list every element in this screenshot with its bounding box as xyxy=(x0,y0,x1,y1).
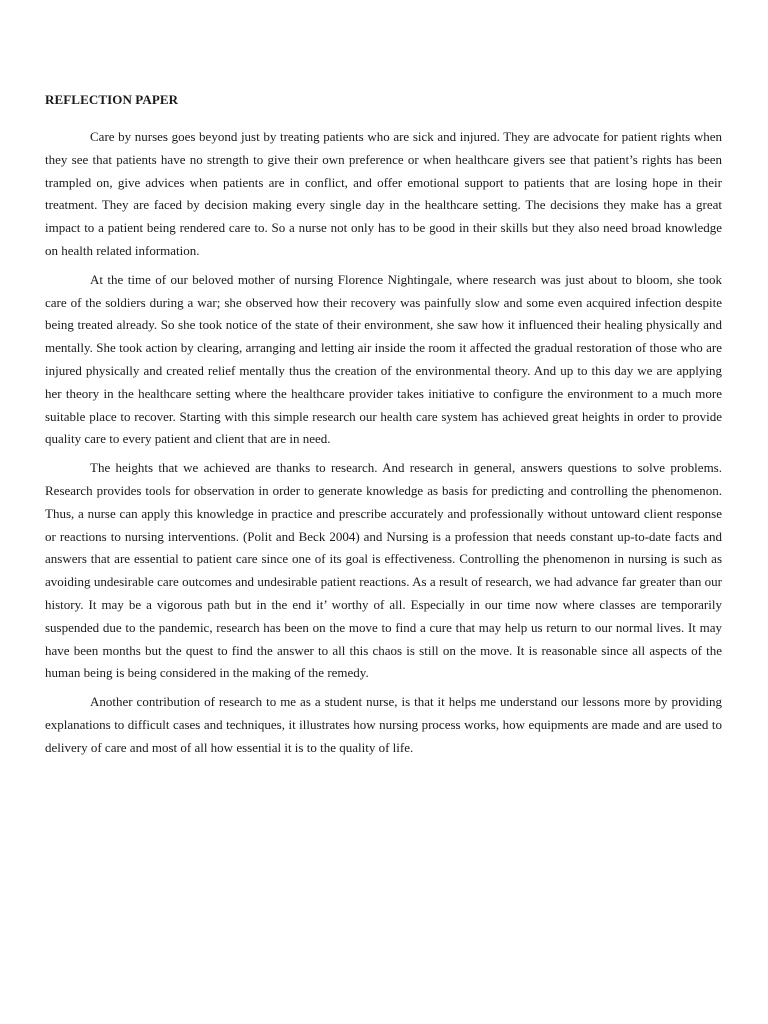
document-page xyxy=(45,88,722,766)
paragraph-research-heights: The heights that we achieved are thanks to research. And research in general, answers questions to solve problems. Research provides tools for observation in order to generate knowledge as basis for predicting and controlling the phenomenon. Thus, a nurse can apply this knowledge in practice and prescribe accurately and professionally without untoward client response or reactions to nursing interventions. (Polit and Beck 2004) and Nursing is a profession that needs constant up-to-date facts and answers that are essential to patient care since one of its goal is effectiveness. Controlling the phenomenon in nursing is such as avoiding undesirable care outcomes and undesirable patient reactions. As a result of research, we had advance far greater than our history. It may be a vigorous path but in the end it’ worthy of all. Especially in our time now where classes are temporarily suspended due to the pandemic, research has been on the move to find a cure that may help us return to our normal lives. It may have been months but the quest to find the answer to all this chaos is still on the move. It is reasonable since all aspects of the human being is being considered in the making of the remedy. xyxy=(45,460,722,681)
paragraph-nursing-care: Care by nurses goes beyond just by treating patients who are sick and injured. They are advocate for patient rights when they see that patients have no strength to give their own preference or when healthcare givers see that patient’s rights has been trampled on, give advices when patients are in conflict, and offer emotional support to patients that are losing hope in their treatment. They are faced by decision making every single day in the healthcare setting. The decisions they make has a great impact to a patient being rendered care to. So a nurse not only has to be good in their skills but they also need broad knowledge on health related information. xyxy=(45,129,722,258)
document-title: REFLECTION PAPER xyxy=(45,92,179,107)
paragraph-student-nurse: Another contribution of research to me as a student nurse, is that it helps me understand our lessons more by providing explanations to difficult cases and techniques, it illustrates how nursing process works, how equipments are made and are used to delivery of care and most of all how essential it is to the quality of life. xyxy=(45,694,722,755)
paragraph-florence-nightingale: At the time of our beloved mother of nursing Florence Nightingale, where research was just about to bloom, she took care of the soldiers during a war; she observed how their recovery was painfully slow and some even acquired infection despite being treated already. So she took notice of the state of their environment, she saw how it influenced their healing physically and mentally. She took action by clearing, arranging and letting air inside the room it affected the gradual restoration of those who are injured physically and created relief mentally thus the creation of the environmental theory. And up to this day we are applying her theory in the healthcare setting where the healthcare provider takes initiative to configure the environment to a much more suitable place to recover. Starting with this simple research our health care system has achieved great heights in order to provide quality care to every patient and client that are in need. xyxy=(45,271,722,447)
